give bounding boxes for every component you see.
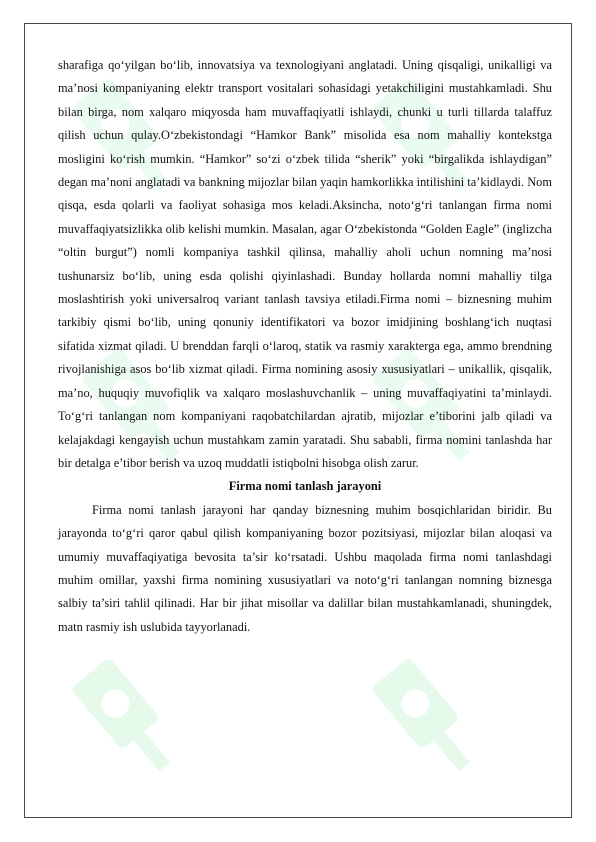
document-body xyxy=(58,54,552,639)
section-heading: Firma nomi tanlash jarayoni xyxy=(228,479,382,494)
section-paragraph: Firma nomi tanlash jarayoni har qanday biznesning muhim bosqichlaridan biridir. Bu jarayonda to‘g‘ri qaror qabul qilish kompaniyaning bozor pozitsiyasi, mijozlar bilan aloqasi va umumiy muvaffaqiyatiga bevosita ta’sir ko‘rsatadi. Ushbu maqolada firma nomi tanlashdagi muhim omillar, yaxshi firma nomining xususiyatlari va noto‘g‘ri tanlangan nomning biznesga salbiy ta’siri tahlil qilinadi. Har bir jihat misollar va dalillar bilan mustahkamlanadi, shuningdek, matn rasmiy ish uslubida tayyorlanadi. xyxy=(58,502,552,634)
body-paragraph: sharafiga qo‘yilgan bo‘lib, innovatsiya va texnologiyani anglatadi. Uning qisqaligi, unikalligi va ma’nosi kompaniyaning elektr transport vositalari sohasidagi yetakchiligini mustahkamladi. Shu bilan birga, nom xalqaro miqyosda ham muvaffaqiyatli ishlaydi, chunki u turli tillarda talaffuz qilish uchun qulay.O‘zbekistondagi “Hamkor Bank” misolida esa nom mahalliy kontekstga mosligini ko‘rish mumkin. “Hamkor” so‘zi o‘zbek tilida “sherik” yoki “birgalikda ishlaydigan” degan ma’noni anglatadi va bankning mijozlar bilan yaqin hamkorlikka intilishini ta’kidlaydi. Nom qisqa, esda qolarli va faoliyat sohasiga mos keladi.Aksincha, noto‘g‘ri tanlangan firma nomi muvaffaqiyatsizlikka olib kelishi mumkin. Masalan, agar O‘zbekistonda “Golden Eagle” (inglizcha “oltin burgut”) nomli kompaniya tashkil qilinsa, mahalliy aholi uchun nomning ma’nosi tushunarsiz bo‘lib, uning esda qolishi qiyinlashadi. Bunday hollarda nomni mahalliy tilga moslashtirish yoki universalroq variant tanlash tavsiya etiladi.Firma nomi – biznesning muhim tarkibiy qismi bo‘lib, uning qonuniy identifikatori va bozor imidjining boshlang‘ich nuqtasi sifatida xizmat qiladi. U brenddan farqli o‘laroq, statik va rasmiy xarakterga ega, ammo brendning rivojlanishiga asos bo‘lib xizmat qiladi. Firma nomining asosiy xususiyatlari – unikallik, qisqalik, ma’no, huquqiy muvofiqlik va xalqaro moslashuvchanlik – uning muvaffaqiyatini ta’minlaydi. To‘g‘ri tanlangan nom kompaniyani raqobatchilardan ajratib, mijozlar e’tiborini jalb qiladi va kelajakdagi kengayish uchun mustahkam zamin yaratadi. Shu sababli, firma nomini tanlashda har bir detalga e’tibor berish va uzoq muddatli istiqbolni hisobga olish zarur. xyxy=(58,58,552,470)
